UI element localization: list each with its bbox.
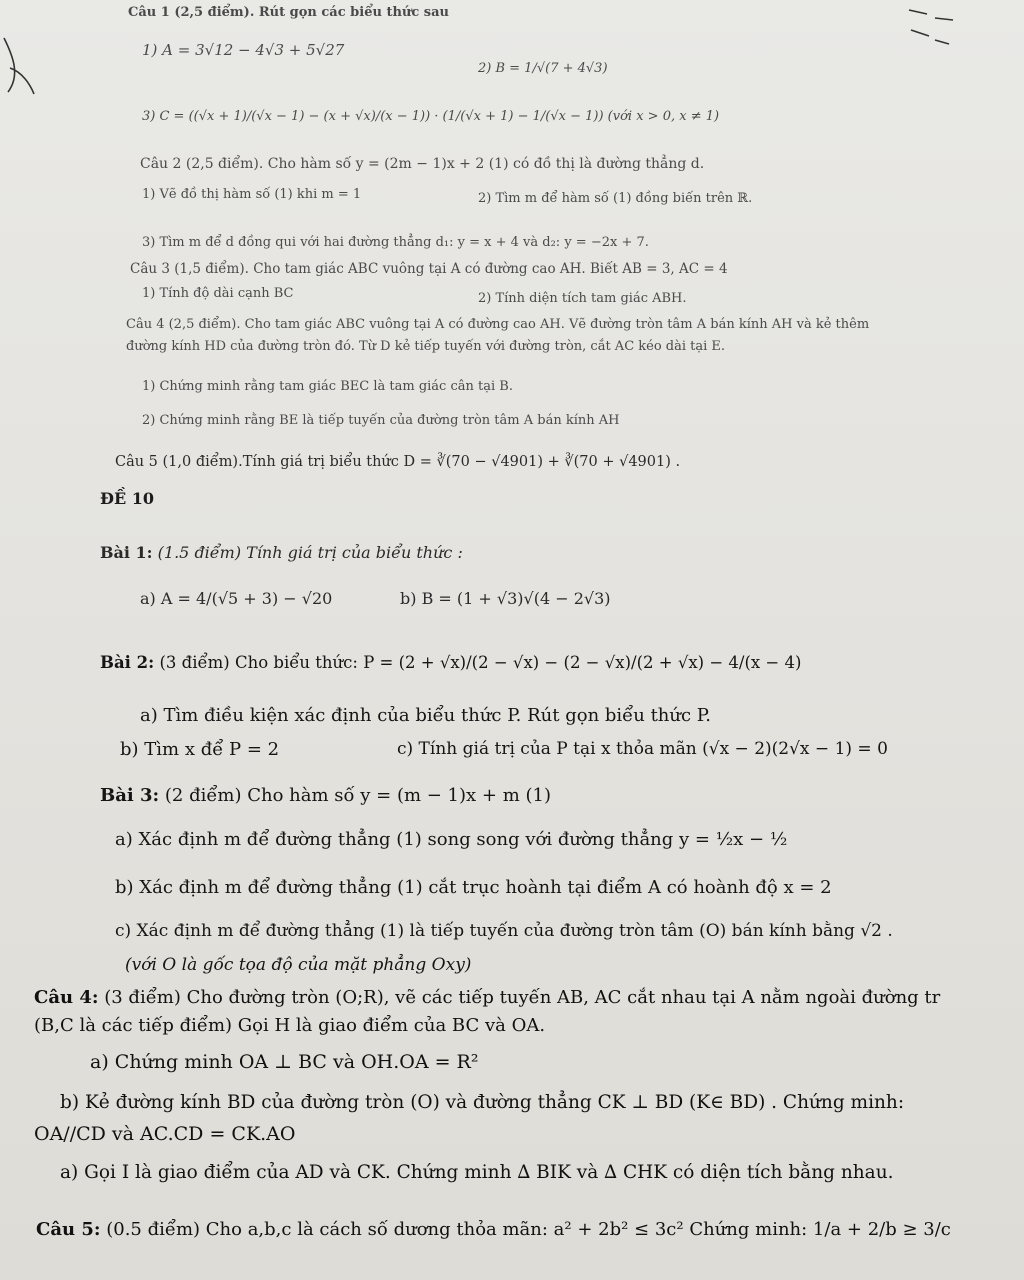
bai2-part-b: b) Tìm x để P = 2 bbox=[120, 739, 280, 760]
bai2-title-text: (3 điểm) Cho biểu thức: P = (2 + √x)/(2 − √x) − (2 − √x)/(2 + √x) − 4/(x − 4) bbox=[154, 653, 802, 672]
bai2-label: Bài 2: bbox=[100, 653, 155, 672]
bai1-part-b: b) B = (1 + √3)√(4 − 2√3) bbox=[400, 589, 611, 608]
bai3-title-text: (2 điểm) Cho hàm số y = (m − 1)x + m (1) bbox=[159, 785, 551, 806]
de-title: ĐỀ 10 bbox=[100, 489, 155, 508]
cau4b-line-2: (B,C là các tiếp điểm) Gọi H là giao điểm của BC và OA. bbox=[34, 1015, 546, 1036]
bai2-title bbox=[100, 654, 801, 673]
cau2-part-2: 2) Tìm m để hàm số (1) đồng biến trên ℝ. bbox=[478, 191, 753, 206]
cau5b-text-rest: (0.5 điểm) Cho a,b,c là cách số dương thỏa mãn: a² + 2b² ≤ 3c² Chứng minh: 1/a + 2/b ≥ 3/c bbox=[100, 1219, 951, 1240]
bai1-label: Bài 1: bbox=[100, 543, 153, 562]
bai1-title bbox=[100, 544, 463, 562]
cau2-part-3: 3) Tìm m để d đồng qui với hai đường thẳng d₁: y = x + 4 và d₂: y = −2x + 7. bbox=[142, 235, 649, 250]
bai3-note: (với O là gốc tọa độ của mặt phẳng Oxy) bbox=[125, 955, 472, 975]
cau4b-part-b2: OA//CD và AC.CD = CK.AO bbox=[34, 1123, 296, 1145]
cau4-line-1: Câu 4 (2,5 điểm). Cho tam giác ABC vuông tại A có đường cao AH. Vẽ đường tròn tâm A bán kính AH và kẻ thêm bbox=[126, 317, 870, 332]
cau4b-line-1-text: (3 điểm) Cho đường tròn (O;R), vẽ các tiếp tuyến AB, AC cắt nhau tại A nằm ngoài đường tr bbox=[98, 987, 941, 1008]
cau2-part-1: 1) Vẽ đồ thị hàm số (1) khi m = 1 bbox=[142, 187, 362, 202]
cau3-part-2: 2) Tính diện tích tam giác ABH. bbox=[478, 291, 687, 306]
cau5-text: Câu 5 (1,0 điểm).Tính giá trị biểu thức D = ∛(70 − √4901) + ∛(70 + √4901) . bbox=[115, 454, 681, 470]
cau4-part-1: 1) Chứng minh rằng tam giác BEC là tam giác cân tại B. bbox=[142, 379, 513, 394]
cau3-part-1: 1) Tính độ dài cạnh BC bbox=[142, 286, 294, 301]
bai1-part-a: a) A = 4/(√5 + 3) − √20 bbox=[140, 589, 333, 608]
bai2-part-a: a) Tìm điều kiện xác định của biểu thức P. Rút gọn biểu thức P. bbox=[140, 705, 711, 726]
bai3-part-c: c) Xác định m để đường thẳng (1) là tiếp tuyến của đường tròn tâm (O) bán kính bằng √2 . bbox=[115, 921, 893, 941]
pen-scribble-right-icon bbox=[905, 0, 965, 50]
bai2-part-c: c) Tính giá trị của P tại x thỏa mãn (√x − 2)(2√x − 1) = 0 bbox=[397, 739, 888, 759]
cau5b-text bbox=[36, 1220, 951, 1241]
bai3-label: Bài 3: bbox=[100, 785, 160, 806]
cau4b-part-a: a) Chứng minh OA ⊥ BC và OH.OA = R² bbox=[90, 1051, 479, 1073]
cau4b-part-c: a) Gọi I là giao điểm của AD và CK. Chứng minh ∆ BIK và ∆ CHK có diện tích bằng nhau. bbox=[60, 1162, 894, 1183]
cau1-expr-3: 3) C = ((√x + 1)/(√x − 1) − (x + √x)/(x − 1)) · (1/(√x + 1) − 1/(√x − 1)) (với x > 0, x ≠ 1) bbox=[142, 109, 720, 124]
cau3-title: Câu 3 (1,5 điểm). Cho tam giác ABC vuông tại A có đường cao AH. Biết AB = 3, AC = 4 bbox=[130, 261, 728, 277]
cau4-line-2: đường kính HD của đường tròn đó. Từ D kẻ tiếp tuyến với đường tròn, cắt AC kéo dài tại E. bbox=[126, 339, 726, 354]
pen-scribble-left-icon bbox=[0, 28, 40, 98]
bai3-part-a: a) Xác định m để đường thẳng (1) song song với đường thẳng y = ½x − ½ bbox=[115, 829, 788, 850]
cau4b-label: Câu 4: bbox=[34, 987, 99, 1008]
cau1-expr-2: 2) B = 1/√(7 + 4√3) bbox=[478, 61, 608, 76]
bai1-title-text: (1.5 điểm) Tính giá trị của biểu thức : bbox=[152, 543, 463, 562]
cau4-part-2: 2) Chứng minh rằng BE là tiếp tuyến của đường tròn tâm A bán kính AH bbox=[142, 413, 620, 428]
cau4b-line-1 bbox=[34, 988, 940, 1009]
bai3-title bbox=[100, 786, 551, 807]
cau1-title: Câu 1 (2,5 điểm). Rút gọn các biểu thức sau bbox=[128, 5, 449, 20]
cau5b-label: Câu 5: bbox=[36, 1219, 101, 1240]
cau4b-part-b: b) Kẻ đường kính BD của đường tròn (O) và đường thẳng CK ⊥ BD (K∈ BD) . Chứng minh: bbox=[60, 1092, 905, 1113]
bai3-part-b: b) Xác định m để đường thẳng (1) cắt trục hoành tại điểm A có hoành độ x = 2 bbox=[115, 877, 832, 898]
cau2-title: Câu 2 (2,5 điểm). Cho hàm số y = (2m − 1)x + 2 (1) có đồ thị là đường thẳng d. bbox=[140, 156, 705, 172]
cau1-expr-1: 1) A = 3√12 − 4√3 + 5√27 bbox=[142, 41, 345, 59]
